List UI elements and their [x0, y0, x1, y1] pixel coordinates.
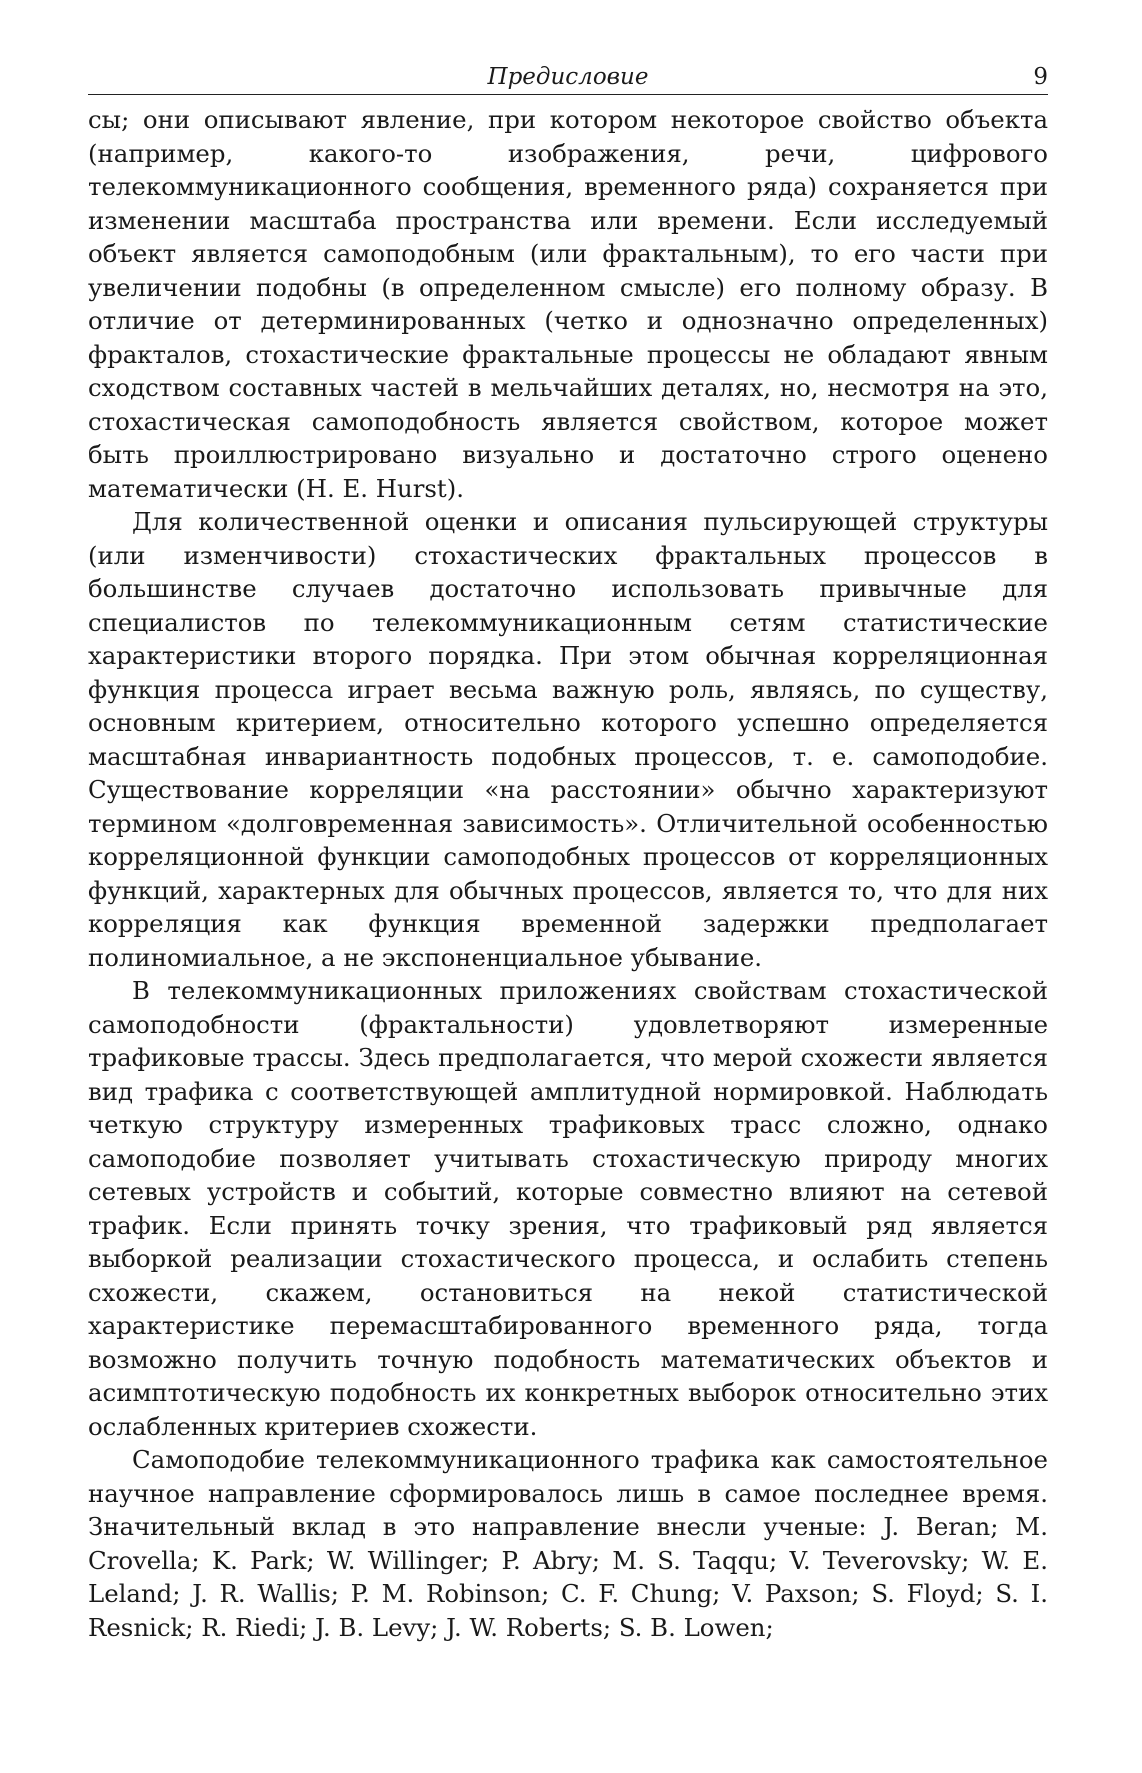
body-text	[88, 103, 1048, 1644]
page-number: 9	[1033, 64, 1048, 90]
running-head	[88, 62, 1048, 95]
paragraph: Для количественной оценки и описания пульсирующей структуры (или изменчивости) стохастических фрактальных процессов в большинстве случаев достаточно использовать привычные для специалистов по телекоммуникационным сетям статистические характеристики второго порядка. При этом обычная корреляционная функция процесса играет весьма важную роль, являясь, по существу, основным критерием, относительно которого успешно определяется масштабная инвариантность подобных процессов, т. е. самоподобие. Существование корреляции «на расстоянии» обычно характеризуют термином «долговременная зависимость». Отличительной особенностью корреляционной функции самоподобных процессов от корреляционных функций, характерных для обычных процессов, является то, что для них корреляция как функция временной задержки предполагает полиномиальное, а не экспоненциальное убывание.	[88, 507, 1048, 972]
paragraph: Самоподобие телекоммуникационного трафика как самостоятельное научное направление сформировалось лишь в самое последнее время. Значительный вклад в это направление внесли ученые: J. Beran; M. Crovella; K. Park; W. Willinger; P. Abry; M. S. Taqqu; V. Teverovsky; W. E. Leland; J. R. Wallis; P. M. Robinson; C. F. Chung; V. Paxson; S. Floyd; S. I. Resnick; R. Riedi; J. B. Levy; J. W. Roberts; S. B. Lowen;	[88, 1445, 1048, 1642]
paragraph: В телекоммуникационных приложениях свойствам стохастической самоподобности (фрактальности) удовлетворяют измеренные трафиковые трассы. Здесь предполагается, что мерой схожести является вид трафика с соответствующей амплитудной нормировкой. Наблюдать четкую структуру измеренных трафиковых трасс сложно, однако самоподобие позволяет учитывать стохастическую природу многих сетевых устройств и событий, которые совместно влияют на сетевой трафик. Если принять точку зрения, что трафиковый ряд является выборкой реализации стохастического процесса, и ослабить степень схожести, скажем, остановиться на некой статистической характеристике перемасштабированного временного ряда, тогда возможно получить точную подобность математических объектов и асимптотическую подобность их конкретных выборок относительно этих ослабленных критериев схожести.	[88, 976, 1048, 1441]
running-title: Предисловие	[487, 64, 649, 90]
paragraph: сы; они описывают явление, при котором некоторое свойство объекта (например, какого-то изображения, речи, цифрового телекоммуникационного сообщения, временного ряда) сохраняется при изменении масштаба пространства или времени. Если исследуемый объект является самоподобным (или фрактальным), то его части при увеличении подобны (в определенном смысле) его полному образу. В отличие от детерминированных (четко и однозначно определенных) фракталов, стохастические фрактальные процессы не обладают явным сходством составных частей в мельчайших деталях, но, несмотря на это, стохастическая самоподобность является свойством, которое может быть проиллюстрировано визуально и достаточно строго оценено математически (H. E. Hurst).	[88, 105, 1048, 503]
book-page	[88, 62, 1048, 1644]
